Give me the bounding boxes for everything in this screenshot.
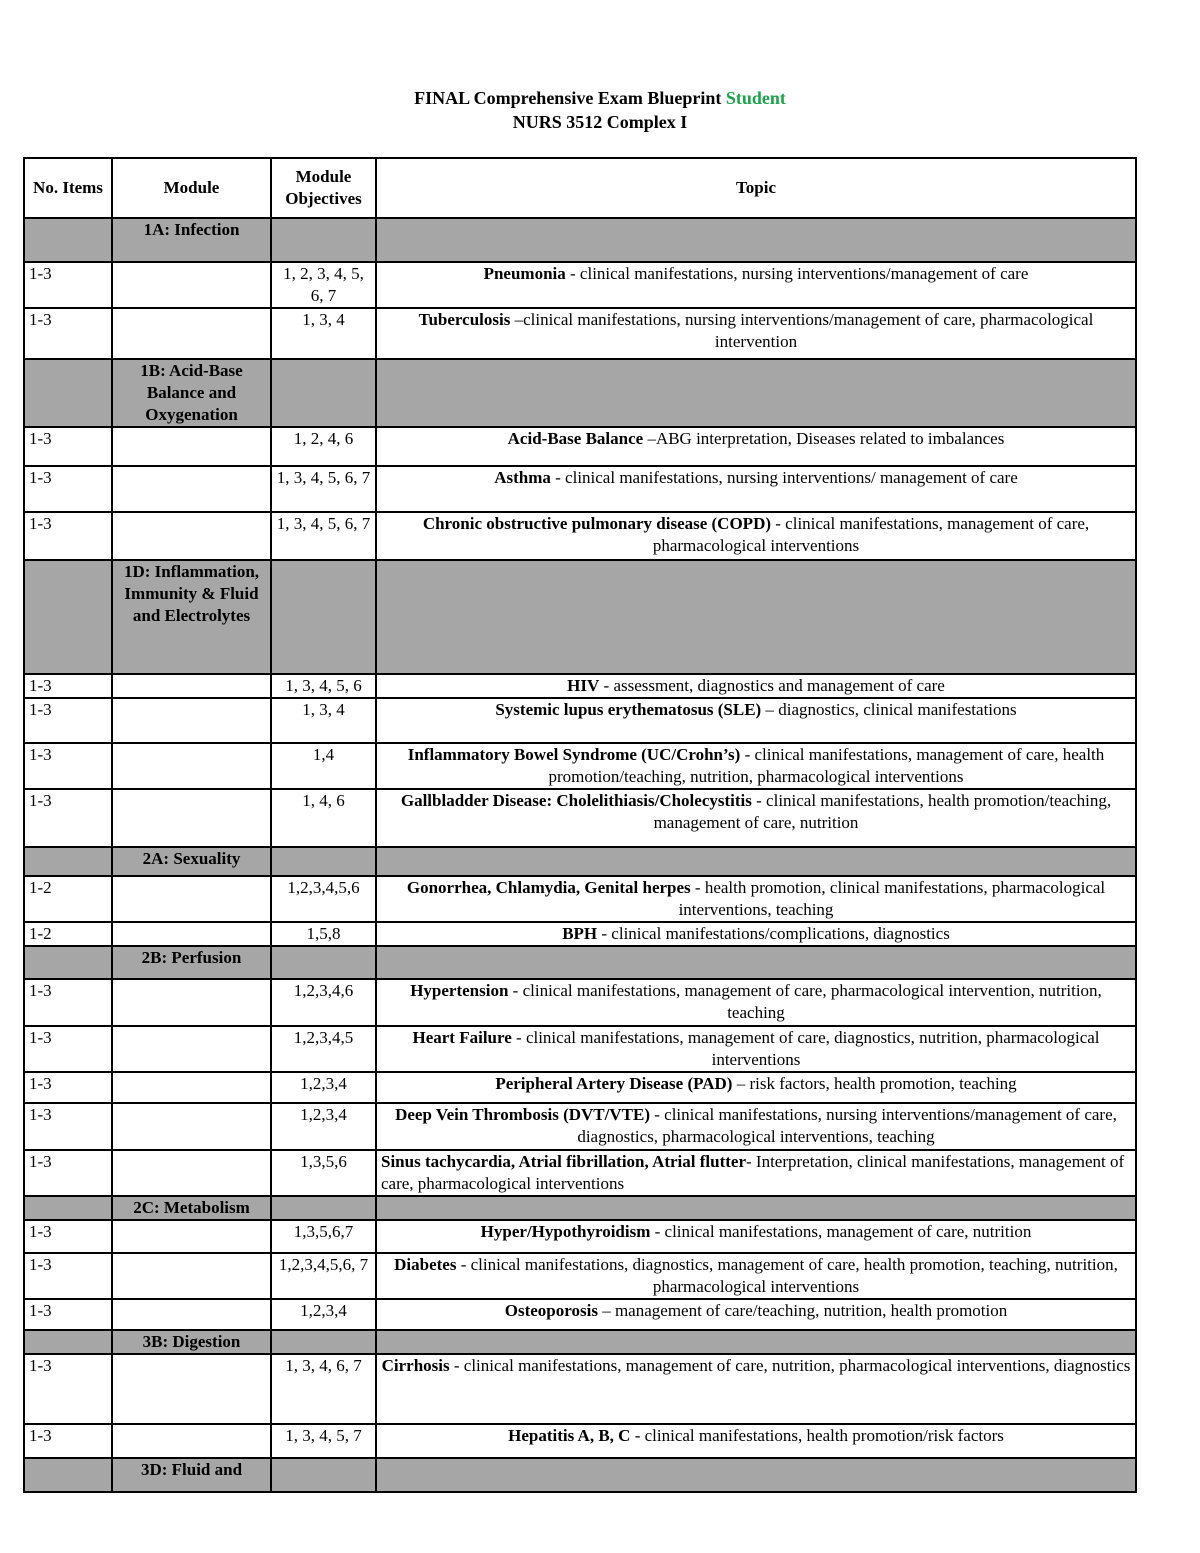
topic-name: Deep Vein Thrombosis (DVT/VTE) [395,1105,650,1124]
topic-row [24,1354,1136,1424]
module-objectives: 1,2,3,4,5,6, 7 [271,1253,376,1299]
items-cell [24,946,112,979]
item-count: 1-3 [24,1220,112,1253]
items-cell [24,218,112,262]
topic-name: Peripheral Artery Disease (PAD) [495,1074,733,1093]
item-count: 1-3 [24,262,112,308]
topic-cell [376,789,1136,847]
topic-name: Osteoporosis [504,1301,598,1320]
module-objectives: 1,2,3,4,6 [271,979,376,1026]
topic-cell [376,1026,1136,1072]
topic-description: - Interpretation, clinical manifestations, management of care, pharmacological interventions [381,1152,1125,1193]
items-cell [24,359,112,427]
topic-description: - clinical manifestations, management of care, nutrition, pharmacological interventions, diagnostics [449,1356,1131,1375]
topic-name: Asthma [494,468,551,487]
topic-name: Inflammatory Bowel Syndrome (UC/Crohn’s) [407,745,741,764]
topic-cell [376,698,1136,743]
topic-row [24,262,1136,308]
module-cell [112,308,271,359]
topic-name: Gallbladder Disease: Cholelithiasis/Cholecystitis [400,791,752,810]
module-cell [112,1150,271,1196]
module-section-row [24,946,1136,979]
topic-cell [376,466,1136,512]
topic-name: Chronic obstructive pulmonary disease (COPD) [422,514,772,533]
module-section-row [24,1330,1136,1354]
item-count: 1-3 [24,1103,112,1150]
topic-cell [376,560,1136,674]
item-count: 1-3 [24,308,112,359]
item-count: 1-3 [24,1253,112,1299]
topic-row [24,1220,1136,1253]
module-objectives: 1, 3, 4, 5, 7 [271,1424,376,1458]
item-count: 1-3 [24,466,112,512]
header-row [24,158,1136,218]
module-cell [112,674,271,698]
module-objectives: 1, 2, 4, 6 [271,427,376,466]
module-cell [112,922,271,946]
topic-cell [376,1103,1136,1150]
module-cell [112,466,271,512]
module-objectives: 1,3,5,6,7 [271,1220,376,1253]
item-count: 1-3 [24,743,112,789]
objectives-cell [271,218,376,262]
topic-cell [376,359,1136,427]
module-name: 1B: Acid-Base Balance and Oxygenation [112,359,271,427]
topic-description: –ABG interpretation, Diseases related to imbalances [643,429,1005,448]
topic-cell [376,1424,1136,1458]
document-title [0,86,1200,110]
topic-row [24,1299,1136,1330]
topic-cell [376,308,1136,359]
topic-name: BPH [562,924,598,943]
item-count: 1-3 [24,1072,112,1103]
title-main: FINAL Comprehensive Exam Blueprint [414,88,722,108]
topic-description: - clinical manifestations, management of care, diagnostics, nutrition, pharmacological interventions [511,1028,1100,1069]
objectives-cell [271,359,376,427]
topic-name: Acid-Base Balance [507,429,644,448]
module-objectives: 1,5,8 [271,922,376,946]
header-module: Module [112,158,271,218]
item-count: 1-3 [24,1026,112,1072]
topic-row [24,698,1136,743]
item-count: 1-3 [24,1299,112,1330]
module-cell [112,876,271,922]
item-count: 1-3 [24,789,112,847]
topic-row [24,922,1136,946]
module-cell [112,1103,271,1150]
module-cell [112,698,271,743]
module-objectives: 1,3,5,6 [271,1150,376,1196]
topic-cell [376,1150,1136,1196]
topic-name: Systemic lupus erythematosus (SLE) [495,700,762,719]
topic-description: - clinical manifestations, management of care, health promotion/teaching, nutrition, pharmacological interventions [548,745,1105,786]
topic-cell [376,1196,1136,1220]
topic-cell [376,1330,1136,1354]
module-objectives: 1,2,3,4 [271,1299,376,1330]
topic-cell [376,743,1136,789]
module-section-row [24,1196,1136,1220]
items-cell [24,847,112,876]
module-objectives: 1, 3, 4 [271,308,376,359]
module-name: 3D: Fluid and [112,1458,271,1492]
item-count: 1-3 [24,1354,112,1424]
topic-description: - health promotion, clinical manifestations, pharmacological interventions, teaching [678,878,1106,919]
topic-cell [376,218,1136,262]
topic-description: – diagnostics, clinical manifestations [761,700,1017,719]
topic-name: Gonorrhea, Chlamydia, Genital herpes [406,878,691,897]
topic-description: - clinical manifestations, health promotion/risk factors [630,1426,1004,1445]
header-objectives: Module Objectives [271,158,376,218]
title-accent: Student [725,88,786,108]
topic-name: Heart Failure [412,1028,512,1047]
module-section-row [24,1458,1136,1492]
topic-cell [376,1072,1136,1103]
topic-name: Diabetes [394,1255,457,1274]
topic-cell [376,847,1136,876]
topic-row [24,1150,1136,1196]
topic-cell [376,876,1136,922]
topic-description: - clinical manifestations, management of care, pharmacological intervention, nutrition, teaching [508,981,1102,1022]
topic-description: - clinical manifestations, nursing interventions/management of care, diagnostics, pharmacological interventions, teaching [577,1105,1117,1146]
module-objectives: 1, 2, 3, 4, 5, 6, 7 [271,262,376,308]
item-count: 1-3 [24,979,112,1026]
course-subtitle: NURS 3512 Complex I [512,112,688,132]
module-objectives: 1, 3, 4, 5, 6, 7 [271,512,376,560]
topic-row [24,1026,1136,1072]
topic-name: HIV [567,676,600,695]
module-objectives: 1, 3, 4, 5, 6 [271,674,376,698]
topic-row [24,308,1136,359]
topic-cell [376,1299,1136,1330]
topic-description: – risk factors, health promotion, teaching [732,1074,1017,1093]
module-objectives: 1, 3, 4, 5, 6, 7 [271,466,376,512]
module-objectives: 1,2,3,4,5 [271,1026,376,1072]
topic-row [24,743,1136,789]
topic-name: Hepatitis A, B, C [508,1426,631,1445]
topic-description: - clinical manifestations, nursing interventions/ management of care [550,468,1018,487]
topic-name: Cirrhosis [381,1356,450,1375]
objectives-cell [271,1330,376,1354]
topic-description: - clinical manifestations, management of care, pharmacological interventions [652,514,1090,555]
item-count: 1-3 [24,1150,112,1196]
module-cell [112,1424,271,1458]
module-cell [112,1072,271,1103]
topic-cell [376,674,1136,698]
topic-row [24,427,1136,466]
objectives-cell [271,1458,376,1492]
objectives-cell [271,847,376,876]
items-cell [24,1458,112,1492]
topic-row [24,674,1136,698]
topic-name: Tuberculosis [418,310,511,329]
module-name: 2B: Perfusion [112,946,271,979]
topic-cell [376,1220,1136,1253]
topic-cell [376,262,1136,308]
module-cell [112,1299,271,1330]
topic-description: – management of care/teaching, nutrition, health promotion [597,1301,1008,1320]
topic-name: Hyper/Hypothyroidism [480,1222,651,1241]
item-count: 1-2 [24,876,112,922]
topic-cell [376,979,1136,1026]
module-objectives: 1, 3, 4, 6, 7 [271,1354,376,1424]
module-name: 3B: Digestion [112,1330,271,1354]
topic-name: Sinus tachycardia, Atrial fibrillation, Atrial flutter [381,1152,747,1171]
module-name: 2A: Sexuality [112,847,271,876]
item-count: 1-2 [24,922,112,946]
module-objectives: 1,2,3,4 [271,1103,376,1150]
topic-row [24,1072,1136,1103]
blueprint-table [23,157,1137,1493]
topic-description: - clinical manifestations, diagnostics, management of care, health promotion, teaching, nutrition, pharmacological interventions [456,1255,1118,1296]
items-cell [24,1330,112,1354]
module-cell [112,427,271,466]
topic-description: - clinical manifestations, nursing interventions/management of care [565,264,1029,283]
topic-row [24,1103,1136,1150]
objectives-cell [271,946,376,979]
module-objectives: 1,2,3,4 [271,1072,376,1103]
topic-row [24,466,1136,512]
topic-name: Hypertension [410,981,509,1000]
topic-row [24,979,1136,1026]
module-section-row [24,218,1136,262]
blueprint-body [24,218,1136,1492]
module-cell [112,1253,271,1299]
item-count: 1-3 [24,698,112,743]
module-cell [112,743,271,789]
item-count: 1-3 [24,1424,112,1458]
topic-cell [376,427,1136,466]
module-objectives: 1,2,3,4,5,6 [271,876,376,922]
module-name: 1A: Infection [112,218,271,262]
module-cell [112,512,271,560]
item-count: 1-3 [24,674,112,698]
module-name: 1D: Inflammation, Immunity & Fluid and Electrolytes [112,560,271,674]
topic-row [24,789,1136,847]
topic-description: - clinical manifestations, health promotion/teaching, management of care, nutrition [653,791,1112,832]
document-title-block [0,86,1200,134]
topic-description: - assessment, diagnostics and management of care [599,676,945,695]
header-items: No. Items [24,158,112,218]
objectives-cell [271,560,376,674]
module-objectives: 1, 3, 4 [271,698,376,743]
module-objectives: 1,4 [271,743,376,789]
module-section-row [24,847,1136,876]
topic-row [24,1424,1136,1458]
items-cell [24,1196,112,1220]
module-objectives: 1, 4, 6 [271,789,376,847]
topic-cell [376,1253,1136,1299]
topic-row [24,876,1136,922]
module-cell [112,1354,271,1424]
item-count: 1-3 [24,427,112,466]
module-cell [112,262,271,308]
topic-row [24,1253,1136,1299]
item-count: 1-3 [24,512,112,560]
module-cell [112,1220,271,1253]
module-cell [112,1026,271,1072]
topic-description: –clinical manifestations, nursing interventions/management of care, pharmacological intervention [510,310,1094,351]
topic-description: - clinical manifestations, management of care, nutrition [650,1222,1032,1241]
topic-cell [376,922,1136,946]
module-name: 2C: Metabolism [112,1196,271,1220]
objectives-cell [271,1196,376,1220]
module-section-row [24,359,1136,427]
topic-name: Pneumonia [483,264,566,283]
topic-cell [376,1354,1136,1424]
header-topic: Topic [376,158,1136,218]
items-cell [24,560,112,674]
topic-cell [376,512,1136,560]
topic-cell [376,1458,1136,1492]
topic-row [24,512,1136,560]
module-cell [112,789,271,847]
module-cell [112,979,271,1026]
topic-description: - clinical manifestations/complications, diagnostics [597,924,950,943]
topic-cell [376,946,1136,979]
module-section-row [24,560,1136,674]
